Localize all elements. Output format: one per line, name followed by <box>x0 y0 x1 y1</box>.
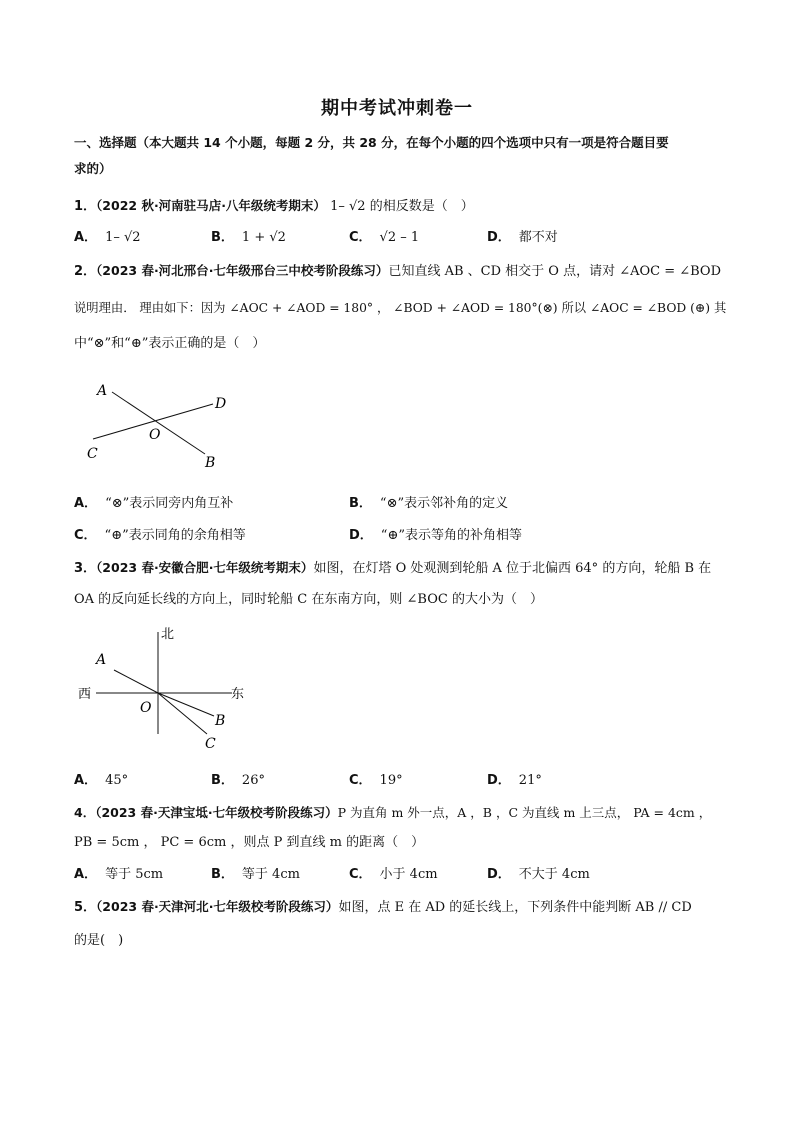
page-title: 期中考试冲刺卷一 <box>321 98 473 119</box>
q2-option-b[interactable]: B． “⊗”表示邻补角的定义 <box>349 496 509 511</box>
question-stem-line1: 如图，点 E 在 AD 的延长线上，下列条件中能判断 AB // CD <box>338 900 692 915</box>
ray-oc <box>158 693 207 734</box>
question-1 <box>74 197 474 216</box>
question-number: 1． <box>74 199 97 214</box>
q4-option-d[interactable]: D． 不大于 4cm <box>487 867 590 882</box>
question-source: （2022 秋·河南驻马店·八年级统考期末） <box>96 198 326 213</box>
section-instructions-line2: 求的） <box>74 161 112 176</box>
question-stem-line1: 已知直线 AB 、CD 相交于 O 点，请对 ∠AOC = ∠BOD <box>388 264 722 279</box>
question-2-line3: 中“⊗”和“⊕”表示正确的是（ ） <box>74 336 266 351</box>
question-source: （2023 春·天津宝坻·七年级校考阶段练习） <box>95 805 338 820</box>
question-3-line2: OA 的反向延长线的方向上，同时轮船 C 在东南方向，则 ∠BOC 的大小为（ ） <box>74 592 543 607</box>
question-source: （2023 春·天津河北·七年级校考阶段练习） <box>96 899 339 914</box>
label-o: O <box>140 700 152 716</box>
question-expression: 1– √2 <box>330 199 366 214</box>
question-number: 4． <box>74 805 96 820</box>
section-instructions-line1: 一、选择题（本大题共 14 个小题，每题 2 分，共 28 分，在每个小题的四个选项中只有一项是符合题目要 <box>74 135 669 150</box>
q3-option-c[interactable]: C． 19° <box>349 773 403 788</box>
label-b: B <box>215 713 226 729</box>
q4-option-a[interactable]: A． 等于 5cm <box>74 867 164 882</box>
question-2-line2: 说明理由． 理由如下：因为 ∠AOC + ∠AOD = 180° ， ∠BOD + ∠AOD = 180°(⊗) 所以 ∠AOC = ∠BOD (⊕) 其 <box>74 301 727 315</box>
question-3 <box>74 559 711 578</box>
ray-ob <box>158 693 214 716</box>
q2-intersecting-lines-figure <box>80 372 240 472</box>
question-stem-line1: P 为直角 m 外一点，A ，B ，C 为直线 m 上三点， PA = 4cm ， <box>337 805 712 820</box>
label-b: B <box>205 455 216 471</box>
question-number: 3． <box>74 561 97 576</box>
question-stem: 的相反数是（ ） <box>369 199 474 214</box>
question-source: （2023 春·河北邢台·七年级邢台三中校考阶段练习） <box>96 263 389 278</box>
question-5-line2: 的是( ) <box>74 933 124 948</box>
q3-compass-figure <box>74 624 254 754</box>
q2-option-d[interactable]: D． “⊕”表示等角的补角相等 <box>349 528 522 543</box>
label-west: 西 <box>78 687 92 702</box>
label-o: O <box>149 427 161 443</box>
label-c: C <box>205 736 216 752</box>
label-a: A <box>97 383 108 399</box>
q3-option-a[interactable]: A． 45° <box>74 773 129 788</box>
q4-option-b[interactable]: B． 等于 4cm <box>211 867 300 882</box>
question-source: （2023 春·安徽合肥·七年级统考期末） <box>96 560 314 575</box>
question-4 <box>74 804 711 822</box>
question-4-line2: PB = 5cm ， PC = 6cm ，则点 P 到直线 m 的距离（ ） <box>74 835 425 850</box>
q4-option-c[interactable]: C． 小于 4cm <box>349 867 438 882</box>
q3-option-d[interactable]: D． 21° <box>487 773 542 788</box>
question-2 <box>74 262 721 281</box>
q1-option-b[interactable]: B． 1 + √2 <box>211 230 286 245</box>
q2-option-a[interactable]: A． “⊗”表示同旁内角互补 <box>74 496 234 511</box>
line-ab <box>112 392 205 454</box>
label-north: 北 <box>161 627 175 642</box>
q1-option-a[interactable]: A． 1– √2 <box>74 230 141 245</box>
question-5 <box>74 898 692 917</box>
ray-oa <box>114 670 158 693</box>
question-stem-line1: 如图，在灯塔 O 处观测到轮船 A 位于北偏西 64° 的方向，轮船 B 在 <box>313 561 712 576</box>
label-d: D <box>215 396 227 412</box>
label-a: A <box>96 652 107 668</box>
q1-option-c[interactable]: C． √2 – 1 <box>349 230 420 245</box>
label-east: 东 <box>231 687 245 702</box>
label-c: C <box>87 446 98 462</box>
q3-option-b[interactable]: B． 26° <box>211 773 265 788</box>
q1-option-d[interactable]: D． 都不对 <box>487 230 558 245</box>
q2-option-c[interactable]: C． “⊕”表示同角的余角相等 <box>74 528 246 543</box>
question-number: 2． <box>74 264 97 279</box>
question-number: 5． <box>74 900 97 915</box>
